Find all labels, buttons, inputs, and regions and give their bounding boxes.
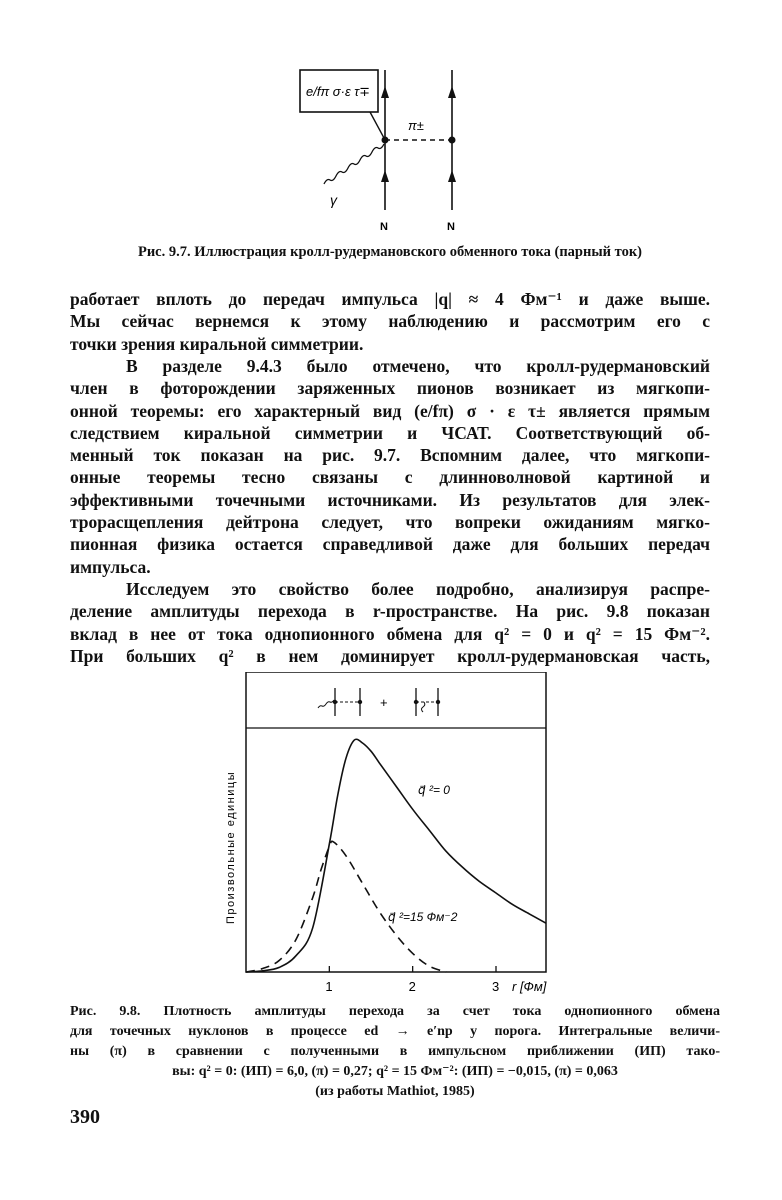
text-line: работает вплоть до передач импульса |q| ≈ 4 Фм⁻¹ и даже выше.: [70, 289, 710, 309]
series-line-1: [246, 841, 446, 972]
caption-line: (из работы Mathiot, 1985): [315, 1084, 475, 1099]
text-line: деление амплитуды перехода в r-пространстве. На рис. 9.8 показан: [70, 601, 710, 622]
text-line: Мы сейчас вернемся к этому наблюдению и рассмотрим его с: [70, 311, 710, 332]
text-line: Исследуем это свойство более подробно, анализируя распре-: [126, 579, 710, 599]
series-label-q15: q⃗ ²=15 Фм⁻2: [388, 910, 458, 924]
caption-line: Рис. 9.8. Плотность амплитуды перехода за счет тока однопионного обмена: [70, 1004, 720, 1019]
photon-label: γ: [330, 192, 337, 208]
text-line: онной теоремы: его характерный вид (e/fπ) σ · ε τ± является прямым: [70, 400, 710, 421]
figure-9-7-caption: Рис. 9.7. Иллюстрация кролл-рудермановского обменного тока (парный ток): [137, 244, 643, 260]
text-line: импульса.: [70, 556, 151, 577]
text-line: точки зрения киральной симметрии.: [70, 333, 364, 354]
paragraph-3: [70, 578, 710, 667]
inset-photon-wavy: [318, 700, 334, 708]
nucleon-arrow-right-upper: [448, 86, 456, 98]
inset-diagram-right: [414, 688, 440, 716]
nucleon-arrow-right-lower: [448, 170, 456, 182]
figure-9-7-diagram: [280, 60, 500, 240]
plot-frame: [246, 672, 546, 972]
x-tick-label: 3: [492, 979, 500, 994]
text-line: В разделе 9.4.3 было отмечено, что кролл-рудермановский: [126, 356, 710, 376]
text-line: член в фоторождении заряженных пионов возникает из мягкопи-: [70, 378, 710, 399]
x-tick-label: 1: [325, 979, 333, 994]
caption-line: вы: q² = 0: (ИП) = 6,0, (π) = 0,27; q² = 15 Фм⁻²: (ИП) = −0,015, (π) = 0,063: [172, 1064, 618, 1079]
text-line: менный ток показан на рис. 9.7. Вспомним далее, что мягкопи-: [70, 445, 710, 466]
x-axis-label: r [Фм]: [512, 979, 547, 994]
y-axis-label: Произвольные единицы: [225, 770, 237, 924]
series-line-0: [246, 739, 546, 972]
paragraph-1: [70, 288, 710, 355]
box-label: e/fπ σ·ε τ∓: [306, 84, 371, 99]
caption-line: ны (π) в сравнении с полученными в импульсном приближении (ИП) тако-: [70, 1044, 720, 1059]
text-line: пионная физика остается справедливой даже для больших передач: [70, 534, 710, 555]
inset-plus: +: [380, 695, 388, 710]
nucleon-arrow-left-lower: [381, 170, 389, 182]
inset-diagram-left: [318, 688, 362, 716]
text-line: трорасщепления дейтрона следует, что вопреки ожиданиям мягко-: [70, 512, 710, 533]
text-line: онные теоремы тесно связаны с длинноволновой картиной и: [70, 467, 710, 488]
text-line: следствием киральной симметрии и ЧСАТ. Соответствующий об-: [70, 422, 710, 443]
photon-wavy-line: [324, 144, 384, 184]
figure-9-8-caption: [70, 1002, 720, 1102]
pion-label: π±: [408, 118, 424, 133]
page-number: 390: [70, 1106, 100, 1128]
caption-line: для точечных нуклонов в процессе ed → e′np у порога. Интегральные величи-: [70, 1024, 720, 1039]
nucleon-label-left: N: [380, 221, 388, 233]
vertex-left: [382, 137, 389, 144]
series-label-q0: q⃗ ²= 0: [418, 783, 450, 797]
box-pointer-line: [370, 112, 384, 138]
text-line: При больших q² в нем доминирует кролл-рудермановская часть,: [70, 645, 710, 666]
vertex-right: [449, 137, 456, 144]
nucleon-label-right: N: [447, 221, 455, 233]
figure-9-8-chart: [210, 672, 560, 1000]
nucleon-arrow-left-upper: [381, 86, 389, 98]
x-tick-label: 2: [408, 979, 416, 994]
text-line: вклад в нее от тока однопионного обмена для q² = 0 и q² = 15 Фм⁻².: [70, 623, 710, 644]
paragraph-2: [70, 355, 710, 578]
text-line: эффективными точечными источниками. Из результатов для элек-: [70, 489, 710, 510]
